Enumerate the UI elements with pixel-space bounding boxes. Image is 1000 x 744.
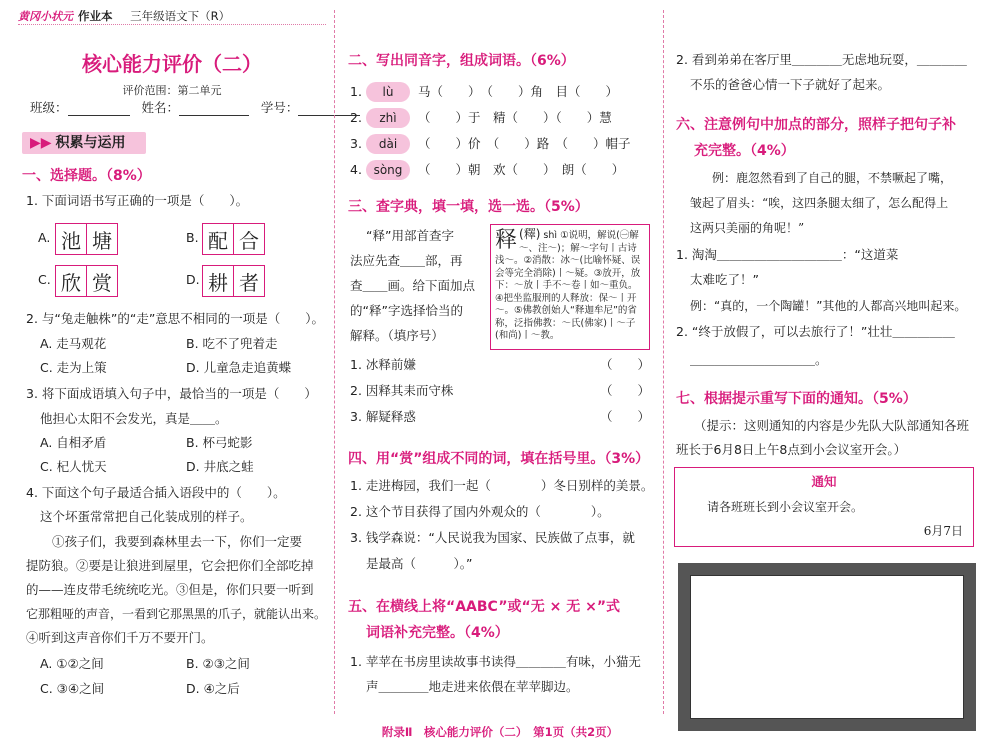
s6-q1-line2: 太难吃了！” (690, 272, 759, 287)
q4-opt-d[interactable]: D. ④之后 (186, 681, 240, 696)
s6-title-1: 六、注意例句中加点的部分，照样子把句子补 (676, 117, 956, 133)
s6-q1-line1[interactable]: 1. 淘淘＿＿＿＿＿＿＿＿＿＿：“这道菜 (676, 247, 899, 262)
notice-date: 6月7日 (923, 524, 963, 538)
s6-q2-line1[interactable]: 2. “终于放假了，可以去旅行了！”壮壮＿＿＿＿＿ (676, 324, 955, 339)
s1-q4-sentence: 这个坏蛋常常把自己化装成別的样子。 (40, 509, 253, 524)
s5-q1-line1[interactable]: 1. 苹苹在书房里读故事书读得＿＿＿＿有味，小猫无 (350, 654, 641, 669)
s2-row-4-num: 4. (350, 162, 362, 177)
section-banner: ▶▶ 积累与运用 (22, 132, 146, 154)
s3-title: 三、查字典，填一填，选一选。（5%） (348, 199, 589, 215)
q1-opt-b-grid[interactable]: 配 合 (202, 223, 265, 255)
s6-example-2: 例：“真的，一个陶罐！”其他的人都高兴地叫起来。 (690, 299, 967, 313)
s1-q3-sentence: 他担心太阳不会发光，真是＿＿。 (40, 411, 228, 426)
s5-q2-line2: 不乐的爸爸心情一下子就好了起来。 (690, 77, 891, 92)
dict-text: ①说明，解说(㊀解～、注～)；解～字句丨古诗浅～。②消散：冰～(比喻怀疑、误会等完全消除)丨～疑。③放开，放下：～放丨手不～卷丨如～重负。④把坐监服刑的人释放：保～丨开～。⑤佛教创始人“释迦牟尼”的省称，泛指佛教：～氏(佛家)丨～子(和尚)丨～教。 (495, 230, 641, 341)
dict-char: 释 (495, 228, 518, 253)
q4-opt-c[interactable]: C. ③④之间 (40, 681, 105, 696)
s3-item-3-answer[interactable]: （ ） (600, 409, 651, 424)
pinyin-pill-1: lù (366, 82, 410, 102)
s5-title-1: 五、在横线上将“AABC”或“无 × 无 ×”式 (348, 599, 621, 615)
pinyin-pill-2: zhì (366, 108, 410, 128)
class-field[interactable] (68, 103, 130, 116)
notice-title: 通知 (811, 474, 837, 489)
dictionary-entry-box (490, 224, 650, 350)
s6-example-1a: 例：鹿忽然看到了自己的腿，不禁噘起了嘴， (712, 171, 953, 185)
s2-row-1-text[interactable]: 马（ ） （ ）角 目（ ） (418, 84, 619, 99)
s5-q2-line1[interactable]: 2. 看到弟弟在客厅里＿＿＿＿无虑地玩耍，＿＿＿＿ (676, 52, 967, 67)
q4-passage-3: 的——连皮带毛统统吃光。③但是，你们只要一听到 (26, 582, 314, 597)
q1-opt-c-label: C. (38, 272, 51, 287)
page-footer: 附录Ⅱ 核心能力评价（二） 第1页（共2页） (381, 725, 619, 739)
s3-line-5: 解释。（填序号） (350, 328, 444, 343)
header-divider (18, 24, 326, 25)
class-label: 班级： (30, 100, 68, 115)
q1-opt-c-grid[interactable]: 欣 赏 (55, 265, 118, 297)
s2-row-4-text[interactable]: （ ）朝 欢（ ） 朗（ ） (418, 162, 625, 177)
s3-item-3: 3. 解疑释惑 (350, 409, 416, 424)
s1-title: 一、选择题。（8%） (22, 168, 151, 184)
s4-q2[interactable]: 2. 这个节目获得了国内外观众的（ ）。 (350, 504, 610, 519)
s3-item-1: 1. 冰释前嫌 (350, 357, 416, 372)
q4-passage-1: ①孩子们，我要到森林里去一下，你们一定要 (52, 534, 303, 549)
dict-pinyin: shì (543, 230, 558, 241)
double-arrow-icon: ▶▶ (30, 135, 52, 151)
grade-label: 三年级语文下（R） (130, 9, 231, 23)
q4-passage-4: 它那粗哑的声音，一看到它那黑黑的爪子，就能认出来。 (26, 607, 327, 621)
q3-opt-a[interactable]: A. 自相矛盾 (40, 435, 107, 450)
q1-opt-b-label: B. (186, 230, 199, 245)
notice-box (674, 467, 974, 547)
q1-opt-a-label: A. (38, 230, 51, 245)
s2-row-1-num: 1. (350, 84, 362, 99)
s1-q2: 2. 与“兔走触株”的“走”意思不相同的一项是（ ）。 (26, 311, 325, 326)
eval-scope: 评价范围：第二单元 (122, 84, 222, 97)
id-label: 学号： (260, 100, 299, 115)
s6-example-1c: 这两只美丽的角呢！” (690, 221, 805, 235)
q1-opt-d-grid[interactable]: 耕 者 (202, 265, 265, 297)
name-field[interactable] (179, 103, 249, 116)
s4-q1[interactable]: 1. 走进梅园，我们一起（ ）冬日别样的美景。 (350, 478, 654, 493)
s4-q3-line1: 3. 钱学森说：“人民说我为国家、民族做了点事，就 (350, 530, 635, 545)
column-divider-2 (663, 10, 664, 714)
notice-body: 请各班班长到小会议室开会。 (707, 500, 864, 514)
column-divider-1 (334, 10, 335, 714)
q2-opt-a[interactable]: A. 走马观花 (40, 336, 107, 351)
s2-row-2-num: 2. (350, 110, 362, 125)
s1-q4: 4. 下面这个句子最适合插入语段中的（ ）。 (26, 485, 286, 500)
s7-hint-2: 班长于6月8日上午8点到小会议室开会。） (676, 442, 907, 457)
s3-item-2: 2. 因释其耒而守株 (350, 383, 454, 398)
pinyin-pill-3: dài (366, 134, 410, 154)
answer-board (678, 563, 976, 731)
dict-trad: (釋) (519, 227, 541, 241)
s2-row-3-num: 3. (350, 136, 362, 151)
header-info (78, 8, 230, 24)
q1-opt-d-label: D. (186, 272, 200, 287)
student-info-row (30, 100, 360, 116)
s6-q2-line2[interactable]: ＿＿＿＿＿＿＿＿＿＿。 (690, 352, 828, 367)
q4-passage-5: ④听到这声音你们千万不要开门。 (26, 630, 214, 645)
q3-opt-d[interactable]: D. 井底之蛙 (186, 459, 254, 474)
s3-item-1-answer[interactable]: （ ） (600, 357, 651, 372)
q4-opt-b[interactable]: B. ②③之间 (186, 656, 250, 671)
s3-line-3[interactable]: 查＿＿画。给下面加点 (350, 278, 476, 293)
s3-line-4: 的“释”字选择恰当的 (350, 303, 463, 318)
q4-passage-2: 提防狼。②要是让狼进到屋里，它会把你们全部吃掉 (26, 558, 314, 573)
q1-opt-a-grid[interactable]: 池 塘 (55, 223, 118, 255)
s5-title-2: 词语补充完整。（4%） (366, 625, 509, 641)
q3-opt-c[interactable]: C. 杞人忧天 (40, 459, 107, 474)
s6-title-2: 充完整。（4%） (694, 143, 795, 159)
s2-row-2-text[interactable]: （ ）于 精（ ）（ ）慧 (418, 110, 612, 125)
s3-line-2[interactable]: 法应先查＿＿部，再 (350, 253, 463, 268)
s2-title: 二、写出同音字，组成词语。（6%） (348, 53, 575, 69)
s4-title: 四、用“赏”组成不同的词，填在括号里。（3%） (348, 451, 650, 467)
s5-q1-line2[interactable]: 声＿＿＿＿地走进来依偎在苹苹脚边。 (366, 679, 579, 694)
s7-title: 七、根据提示重写下面的通知。（5%） (676, 391, 917, 407)
s2-row-3-text[interactable]: （ ）价 （ ）路 （ ）帽子 (418, 136, 631, 151)
s6-example-1b: 皱起了眉头：“唉，这四条腿太细了，怎么配得上 (690, 196, 949, 210)
book-label: 作业本 (78, 9, 113, 23)
q2-opt-d[interactable]: D. 儿童急走追黄蝶 (186, 360, 292, 375)
answer-board-writing-area[interactable] (690, 575, 964, 719)
q4-opt-a[interactable]: A. ①②之间 (40, 656, 104, 671)
page-title: 核心能力评价（二） (82, 52, 262, 76)
s7-hint-1: （提示：这则通知的内容是少先队大队部通知各班 (694, 418, 970, 433)
s1-q1: 1. 下面词语书写正确的一项是（ ）。 (26, 193, 249, 208)
s1-q3: 3. 将下面成语填入句子中，最恰当的一项是（ ） (26, 386, 317, 401)
q2-opt-b[interactable]: B. 吃不了兜着走 (186, 336, 278, 351)
name-label: 姓名： (141, 100, 179, 115)
s3-item-2-answer[interactable]: （ ） (600, 383, 651, 398)
pinyin-pill-4: sòng (366, 160, 410, 180)
q3-opt-b[interactable]: B. 杯弓蛇影 (186, 435, 253, 450)
s3-line-1: “释”用部首查字 (366, 228, 454, 243)
q2-opt-c[interactable]: C. 走为上策 (40, 360, 107, 375)
brand-logo: 黄冈小状元 (18, 10, 73, 23)
s4-q3-line2[interactable]: 是最高（ ）。” (366, 556, 473, 571)
